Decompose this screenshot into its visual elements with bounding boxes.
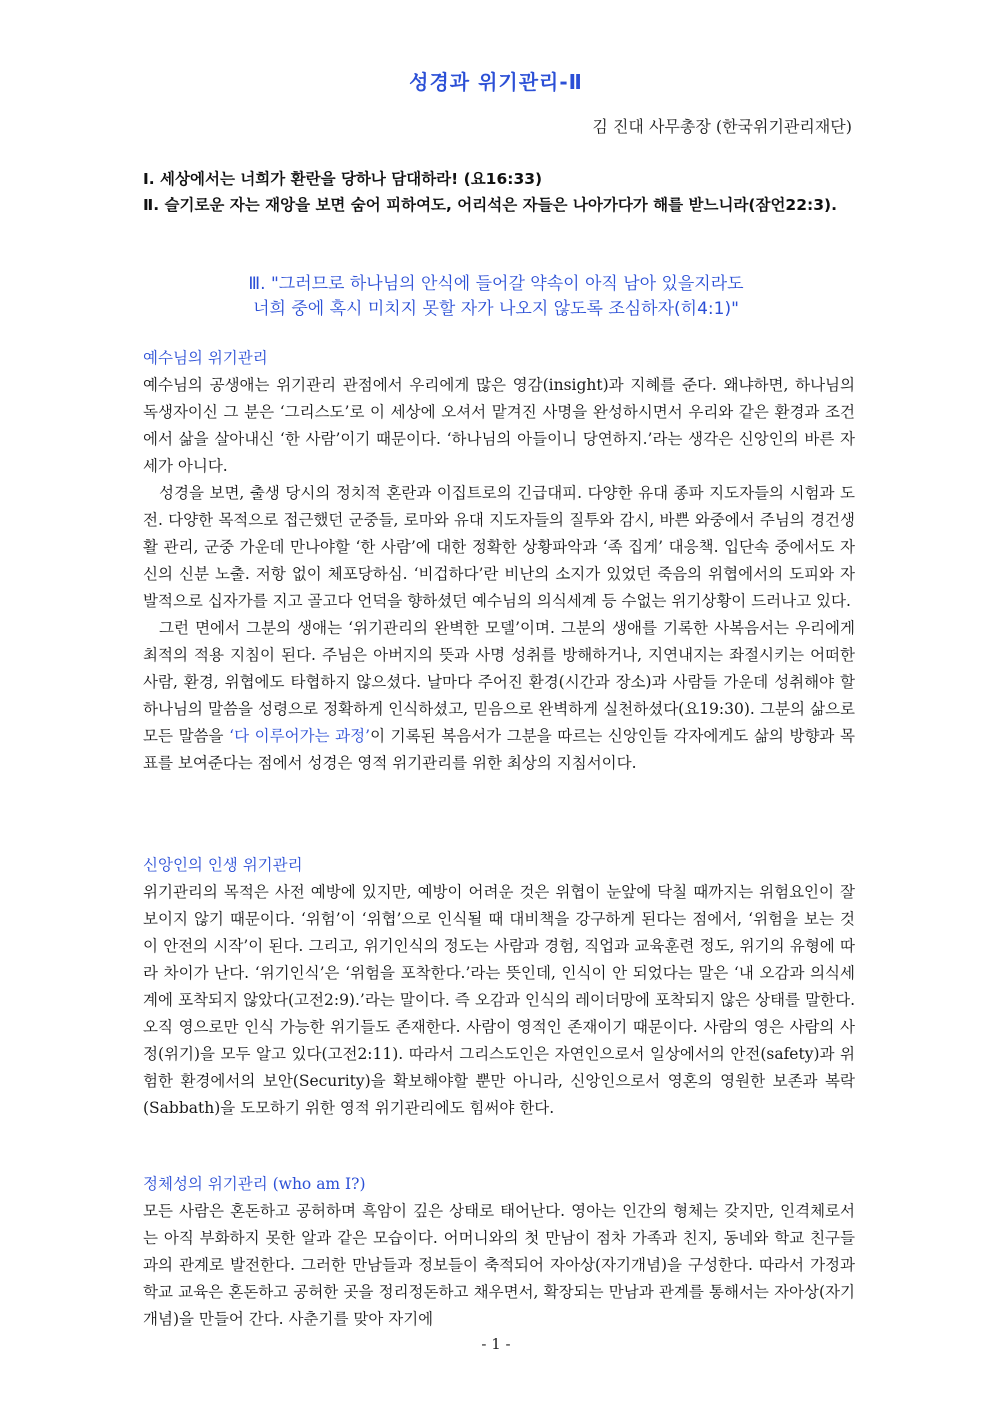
section-identity-crisis-management [143, 1171, 855, 1333]
document-title: 성경과 위기관리-Ⅱ [409, 70, 583, 94]
paragraph: 위기관리의 목적은 사전 예방에 있지만, 예방이 어려운 것은 위협이 눈앞에 닥칠 때까지는 위험요인이 잘 보이지 않기 때문이다. ‘위험’이 ‘위협’으로 인식될 때 대비책을 강구하게 된다는 점에서, ‘위험을 보는 것이 안전의 시작’이 된다. 그리고, 위기인식의 정도는 사람과 경험, 직업과 교육훈련 정도, 위기의 유형에 따라 차이가 난다. ‘위기인식’은 ‘위험을 포착한다.’라는 뜻인데, 인식이 안 되었다는 말은 ‘내 오감과 의식세계에 포착되지 않았다(고전2:9).’라는 말이다. 즉 오감과 인식의 레이더망에 포착되지 않은 상태를 말한다. 오직 영으로만 인식 가능한 위기들도 존재한다. 사람이 영적인 존재이기 때문이다. 사람의 영은 사람의 사정(위기)을 모두 알고 있다(고전2:11). 따라서 그리스도인은 자연인으로서 일상에서의 안전(safety)과 위험한 환경에서의 보안(Security)을 확보해야할 뿐만 아니라, 신앙인으로서 영혼의 영원한 보존과 복락(Sabbath)을 도모하기 위한 영적 위기관리에도 힘써야 한다. [143, 883, 855, 1117]
section-heading: 예수님의 위기관리 [143, 349, 268, 367]
paragraph: 예수님의 공생애는 위기관리 관점에서 우리에게 많은 영감(insight)과 지혜를 준다. 왜냐하면, 하나님의 독생자이신 그 분은 ‘그리스도’로 이 세상에 오셔서 맡겨진 사명을 완성하시면서 우리와 같은 환경과 조건에서 삶을 살아내신 ‘한 사람’이기 때문이다. ‘하나님의 아들이니 당연하지.’라는 생각은 신앙인의 바른 자세가 아니다. [143, 376, 855, 475]
highlighted-phrase: ‘다 이루어가는 과정’ [229, 727, 371, 745]
paragraph: 성경을 보면, 출생 당시의 정치적 혼란과 이집트로의 긴급대피. 다양한 유대 종파 지도자들의 시험과 도전. 다양한 목적으로 접근했던 군중들, 로마와 유대 지도자들의 질투와 감시, 바쁜 와중에서 주님의 경건생활 관리, 군중 가운데 만나야할 ‘한 사람’에 대한 정확한 상황파악과 ‘족 집게’ 대응책. 입단속 중에서도 자신의 신분 노출. 저항 없이 체포당하심. ‘비겁하다’란 비난의 소지가 있었던 죽음의 위협에서의 도피와 자발적으로 십자가를 지고 골고다 언덕을 향하셨던 예수님의 의식세계 등 수없는 위기상황이 드러나고 있다. [143, 484, 855, 610]
page-number: - 1 - [481, 1335, 511, 1353]
quote-line-2: 너희 중에 혹시 미치지 못할 자가 나오지 않도록 조심하자(히4:1)" [253, 299, 739, 319]
paragraph: 모든 사람은 혼돈하고 공허하며 흑암이 깊은 상태로 태어난다. 영아는 인간의 형체는 갖지만, 인격체로서는 아직 부화하지 못한 알과 같은 모습이다. 어머니와의 첫 만남이 점차 가족과 친지, 동네와 학교 친구들과의 관계로 발전한다. 그러한 만남들과 정보들이 축적되어 자아상(자기개념)을 구성한다. 따라서 가정과 학교 교육은 혼돈하고 공허한 곳을 정리정돈하고 채우면서, 확장되는 만남과 관계를 통해서는 자아상(자기개념)을 만들어 간다. 사춘기를 맞아 자기에 [143, 1202, 855, 1328]
key-points [143, 166, 855, 218]
section-heading: 신앙인의 인생 위기관리 [143, 856, 303, 874]
paragraph [143, 615, 855, 777]
paragraph-text: 이 기록된 복음서가 그분을 따르는 신앙인들 각자에게도 삶의 방향과 목표를 보여준다는 점에서 성경은 영적 위기관리를 위한 최상의 지침서이다. [143, 727, 855, 772]
scripture-quote [0, 272, 992, 322]
section-jesus-crisis-management [143, 345, 855, 777]
point-2: Ⅱ. 슬기로운 자는 재앙을 보면 숨어 피하여도, 어리석은 자들은 나아가다가 해를 받느니라(잠언22:3). [143, 196, 837, 214]
paragraph-text: 그런 면에서 그분의 생애는 ‘위기관리의 완벽한 모델’이며. 그분의 생애를 기록한 사복음서는 우리에게 최적의 적용 지침이 된다. 주님은 아버지의 뜻과 사명 성취를 방해하거나, 지연내지는 좌절시키는 어떠한 사람, 환경, 위협에도 타협하지 않으셨다. 날마다 주어진 환경(시간과 장소)과 사람들 가운데 성취해야 할 하나님의 말씀을 성령으로 정확하게 인식하셨고, 믿음으로 완벽하게 실천하셨다(요19:30). 그분의 삶으로 모든 말씀을 [143, 619, 855, 745]
author-line: 김 진대 사무총장 (한국위기관리재단) [592, 117, 852, 136]
section-heading: 정체성의 위기관리 (who am I?) [143, 1175, 366, 1193]
quote-line-1: Ⅲ. "그러므로 하나님의 안식에 들어갈 약속이 아직 남아 있을지라도 [248, 274, 744, 294]
point-1: Ⅰ. 세상에서는 너희가 환란을 당하나 담대하라! (요16:33) [143, 170, 543, 188]
section-believer-crisis-management [143, 852, 855, 1122]
